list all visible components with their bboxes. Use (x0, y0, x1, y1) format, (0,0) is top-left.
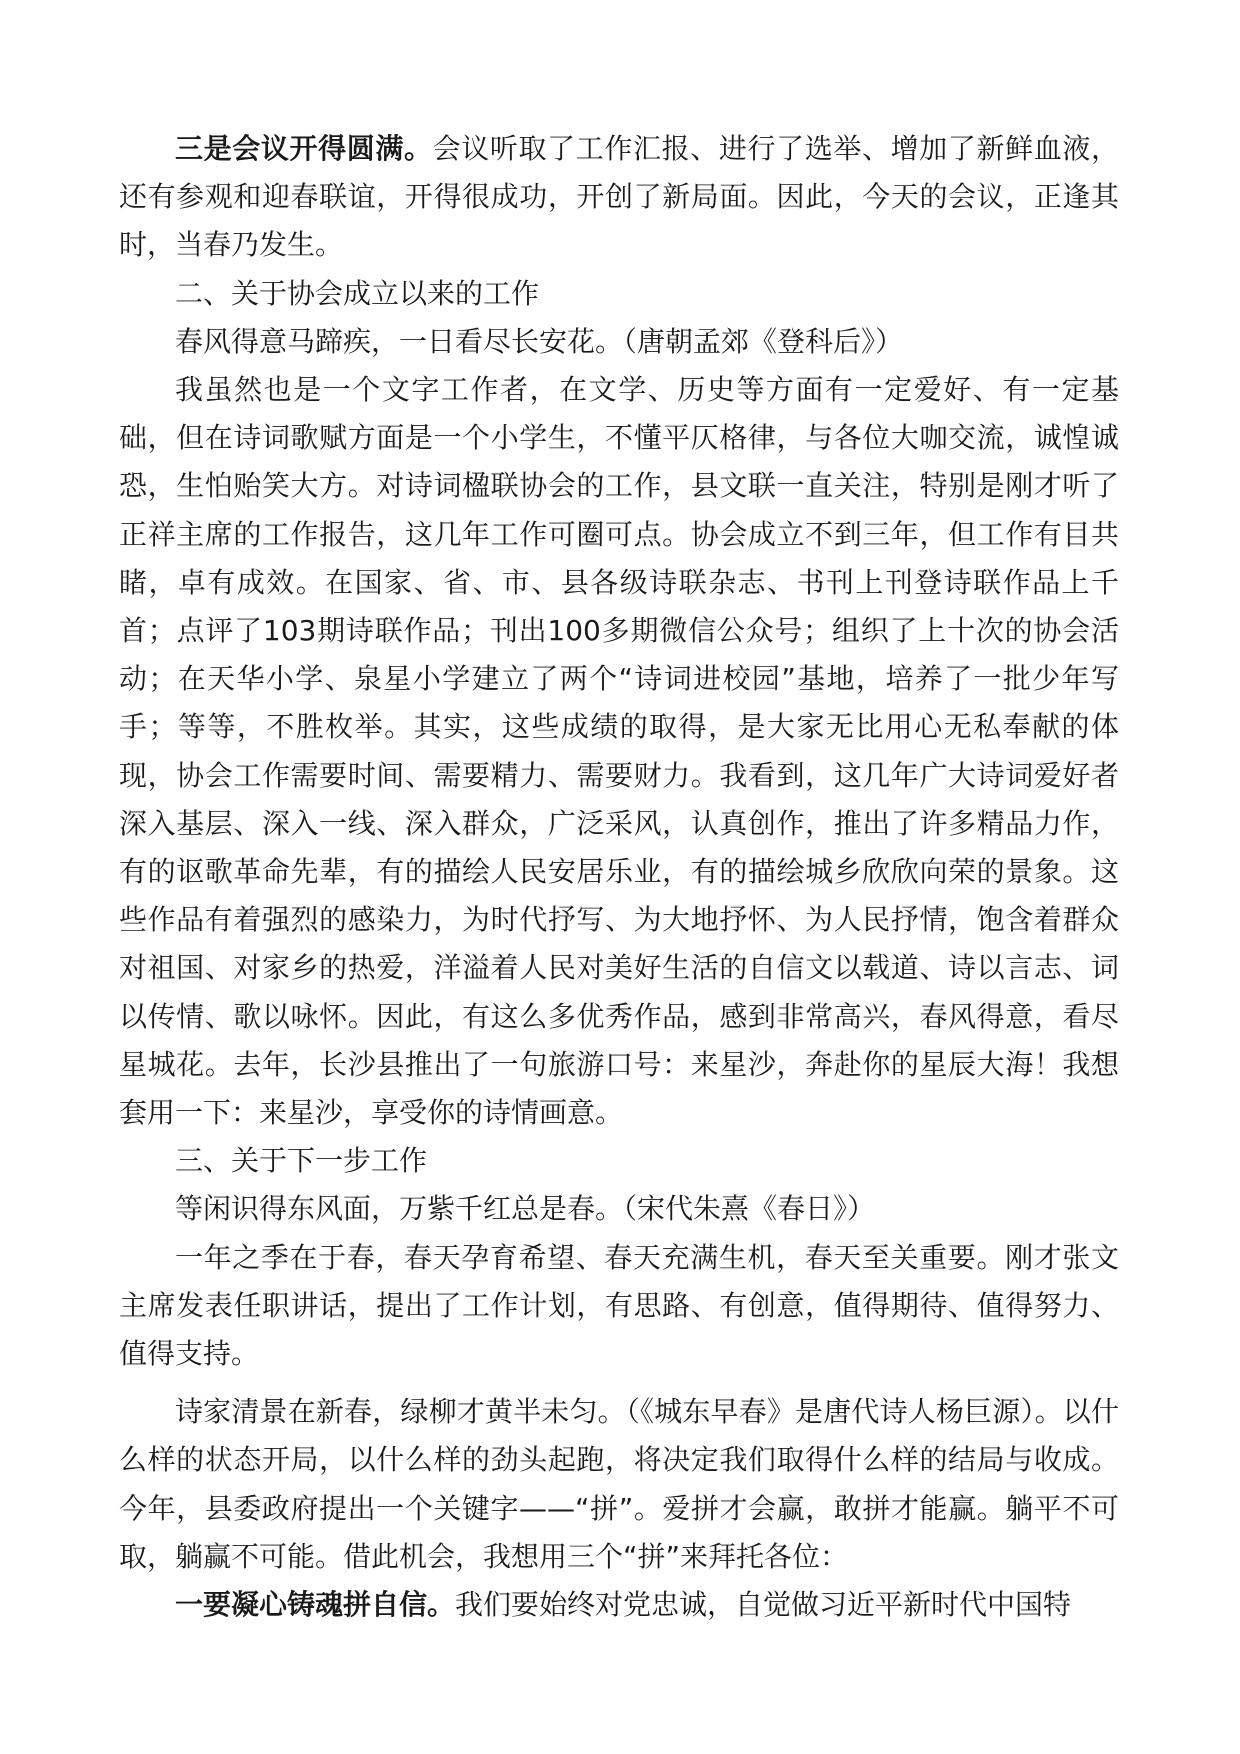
poem-quote-zhu-xi: 等闲识得东风面，万紫千红总是春。（宋代朱熹《春日》） (175, 1192, 876, 1226)
section-heading-past-work: 二、关于协会成立以来的工作 (175, 276, 540, 310)
paragraph-confidence (119, 1581, 1119, 1629)
paragraph-text: 会议听取了工作汇报、进行了选举、增加了新鲜血液，还有参观和迎春联谊，开得很成功，开创了新局面。因此，今天的会议，正逢其时，当春乃发生。 (119, 132, 1119, 262)
paragraph-three-pin: 诗家清景在新春，绿柳才黄半未匀。（《城东早春》是唐代诗人杨巨源）。以什么样的状态开局，以什么样的劲头起跑，将决定我们取得什么样的结局与收成。今年，县委政府提出一个关键字——“拼”。爱拼才会赢，敢拼才能赢。躺平不可取，躺赢不可能。借此机会，我想用三个“拼”来拜托各位： (119, 1395, 1119, 1573)
paragraph-meeting-success (119, 125, 1119, 270)
paragraph-text: 我们要始终对党忠诚，自觉做习近平新时代中国特 (455, 1588, 1072, 1622)
section-heading-next-steps: 三、关于下一步工作 (175, 1144, 428, 1178)
paragraph-association-achievements: 我虽然也是一个文字工作者，在文学、历史等方面有一定爱好、有一定基础，但在诗词歌赋方面是一个小学生，不懂平仄格律，与各位大咖交流，诚惶诚恐，生怕贻笑大方。对诗词楹联协会的工作，县文联一直关注，特别是刚才听了正祥主席的工作报告，这几年工作可圈可点。协会成立不到三年，但工作有目共睹，卓有成效。在国家、省、市、县各级诗联杂志、书刊上刊登诗联作品上千首；点评了103期诗联作品；刊出100多期微信公众号；组织了上十次的协会活动；在天华小学、泉星小学建立了两个“诗词进校园”基地，培养了一批少年写手；等等，不胜枚举。其实，这些成绩的取得，是大家无比用心无私奉献的体现，协会工作需要时间、需要精力、需要财力。我看到，这几年广大诗词爱好者深入基层、深入一线、深入群众，广泛采风，认真创作，推出了许多精品力作，有的讴歌革命先辈，有的描绘人民安居乐业，有的描绘城乡欣欣向荣的景象。这些作品有着强烈的感染力，为时代抒写、为大地抒怀、为人民抒情，饱含着群众对祖国、对家乡的热爱，洋溢着人民对美好生活的自信文以载道、诗以言志、词以传情、歌以咏怀。因此，有这么多优秀作品，感到非常高兴，春风得意，看尽星城花。去年，长沙县推出了一句旅游口号：来星沙，奔赴你的星辰大海！我想套用一下：来星沙，享受你的诗情画意。 (119, 373, 1119, 1130)
poem-quote-meng-jiao: 春风得意马蹄疾，一日看尽长安花。（唐朝孟郊《登科后》） (175, 324, 904, 358)
document-page (119, 125, 1119, 1629)
paragraph-spring-plan: 一年之季在于春，春天孕育希望、春天充满生机，春天至关重要。刚才张文主席发表任职讲话，提出了工作计划，有思路、有创意，值得期待、值得努力、值得支持。 (119, 1240, 1119, 1371)
paragraph-lead: 三是会议开得圆满。 (175, 132, 433, 165)
paragraph-lead: 一要凝心铸魂拼自信。 (175, 1588, 456, 1622)
